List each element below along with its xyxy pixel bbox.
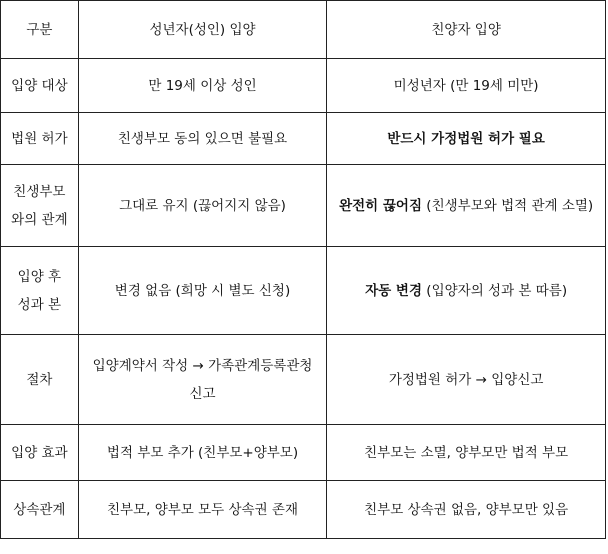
adult-adoption-cell: 입양계약서 작성 → 가족관계등록관청 신고 <box>78 335 326 425</box>
header-cell-adult-adoption: 성년자(성인) 입양 <box>78 1 326 59</box>
table-row <box>1 165 606 247</box>
adult-adoption-cell: 친부모, 양부모 모두 상속권 존재 <box>78 481 326 539</box>
adult-adoption-cell: 변경 없음 (희망 시 별도 신청) <box>78 247 326 335</box>
table-row <box>1 335 606 425</box>
row-label: 법원 허가 <box>1 113 79 165</box>
table-row <box>1 425 606 481</box>
row-label-line2: 성과 본 <box>17 296 62 313</box>
row-label: 입양 대상 <box>1 59 79 113</box>
full-adoption-cell <box>327 59 606 113</box>
table-row <box>1 481 606 539</box>
full-adoption-text: 미성년자 (만 19세 미만) <box>393 77 539 94</box>
full-adoption-cell <box>327 247 606 335</box>
table-header-row <box>1 1 606 59</box>
header-cell-category: 구분 <box>1 1 79 59</box>
full-adoption-emphasis: 완전히 끊어짐 <box>339 197 423 214</box>
row-label: 상속관계 <box>1 481 79 539</box>
table-row <box>1 113 606 165</box>
full-adoption-text: (친생부모와 법적 관계 소멸) <box>422 197 594 214</box>
table-row <box>1 59 606 113</box>
full-adoption-cell <box>327 113 606 165</box>
row-label-line1: 친생부모 <box>13 183 66 200</box>
adult-adoption-cell: 법적 부모 추가 (친부모+양부모) <box>78 425 326 481</box>
full-adoption-cell <box>327 165 606 247</box>
full-adoption-cell: 친부모 상속권 없음, 양부모만 있음 <box>327 481 606 539</box>
row-label-line2: 와의 관계 <box>11 211 68 228</box>
full-adoption-cell: 가정법원 허가 → 입양신고 <box>327 335 606 425</box>
adult-adoption-cell: 그대로 유지 (끊어지지 않음) <box>78 165 326 247</box>
row-label <box>1 247 79 335</box>
header-cell-full-adoption: 친양자 입양 <box>327 1 606 59</box>
row-label: 입양 효과 <box>1 425 79 481</box>
full-adoption-emphasis: 자동 변경 <box>365 282 423 299</box>
row-label: 절차 <box>1 335 79 425</box>
adult-adoption-cell: 친생부모 동의 있으면 불필요 <box>78 113 326 165</box>
full-adoption-cell: 친부모는 소멸, 양부모만 법적 부모 <box>327 425 606 481</box>
full-adoption-text: (입양자의 성과 본 따름) <box>422 282 568 299</box>
adult-adoption-cell: 만 19세 이상 성인 <box>78 59 326 113</box>
row-label-line1: 입양 후 <box>17 268 62 285</box>
row-label <box>1 165 79 247</box>
table-row <box>1 247 606 335</box>
full-adoption-emphasis: 반드시 가정법원 허가 필요 <box>387 130 545 147</box>
